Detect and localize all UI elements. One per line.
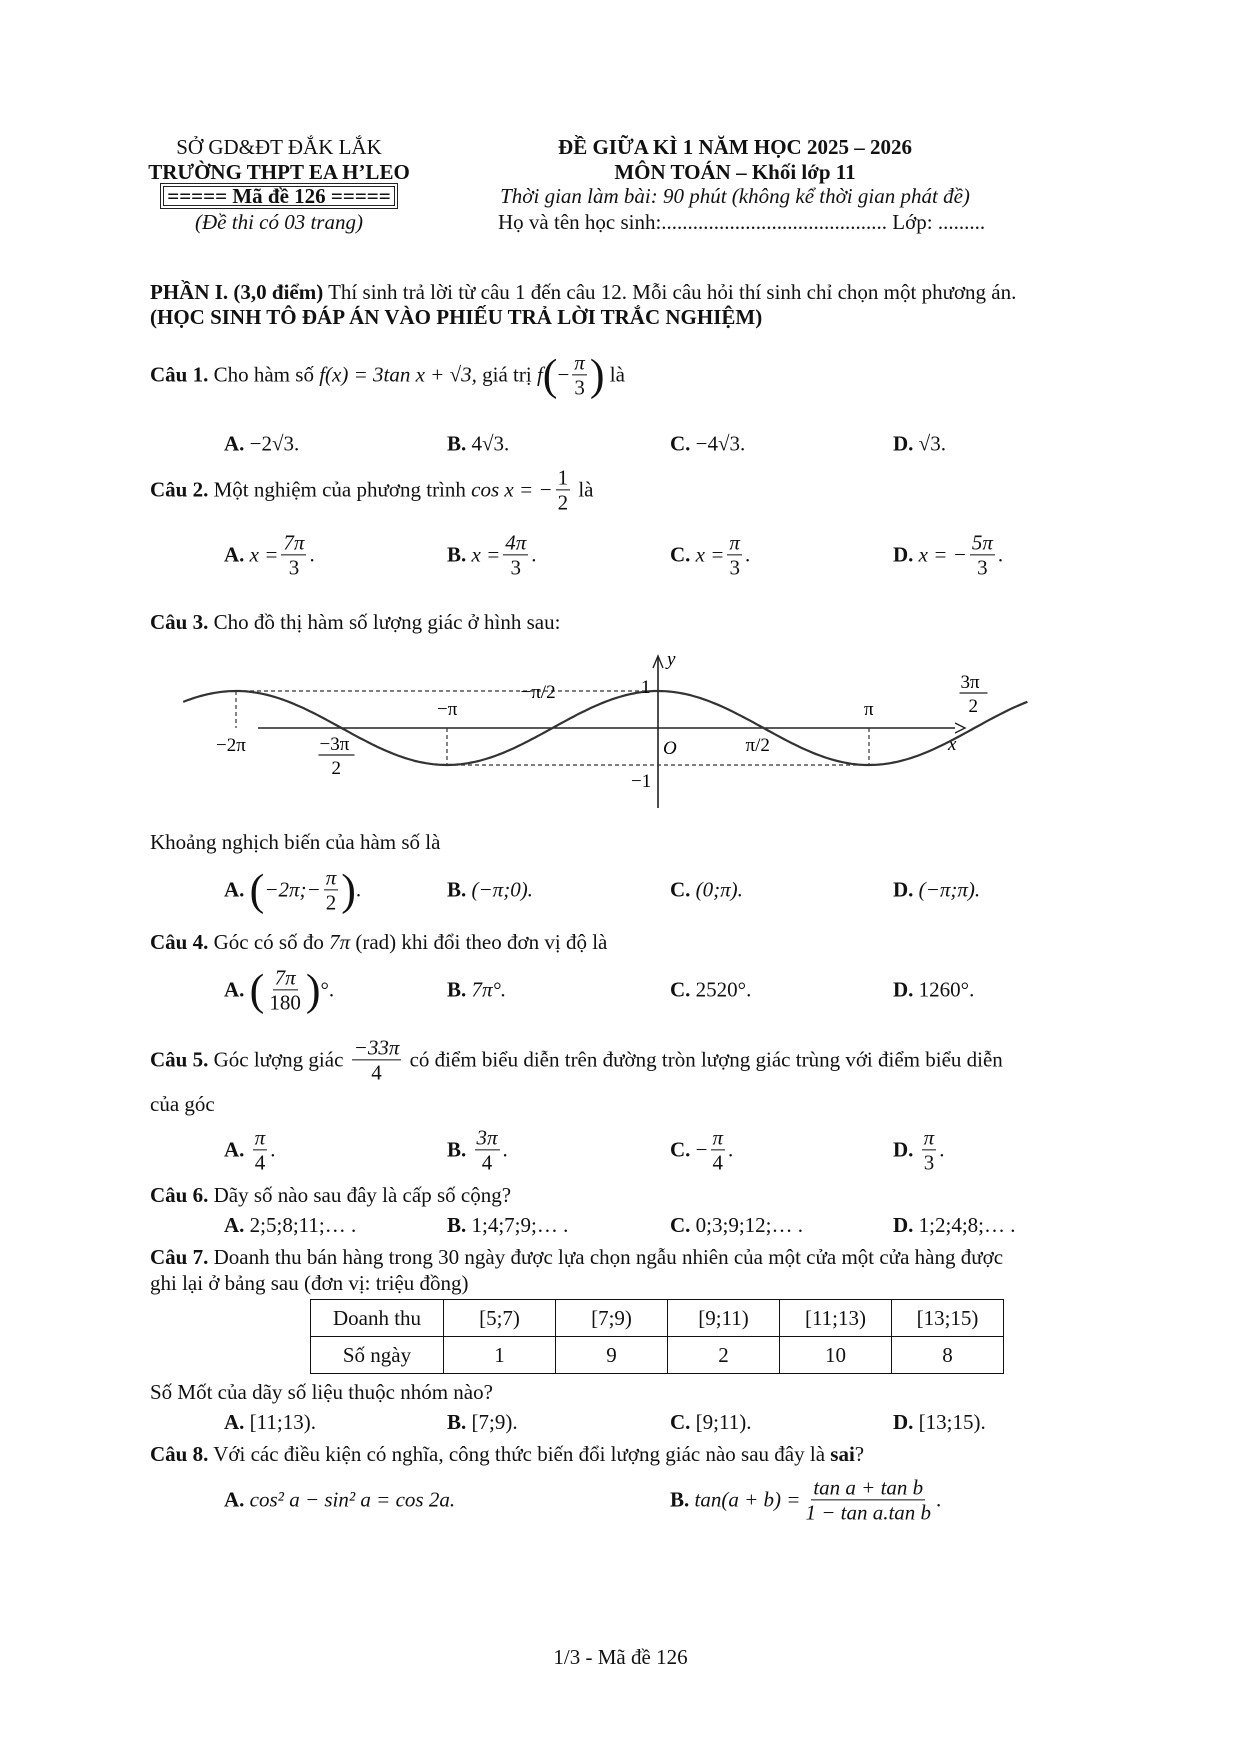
option-text: 0;3;9;12;… . bbox=[695, 1213, 804, 1237]
option-label: A. bbox=[224, 542, 245, 567]
option-b[interactable] bbox=[447, 1410, 518, 1435]
question-7-prompt: Số Mốt của dãy số liệu thuộc nhóm nào? bbox=[150, 1380, 493, 1404]
frac-den: 3 bbox=[288, 555, 300, 580]
question-label: Câu 1. bbox=[150, 362, 209, 387]
math-expression: tan(a + b) = bbox=[694, 1487, 801, 1512]
frac-den: 3 bbox=[977, 555, 988, 580]
option-d[interactable] bbox=[893, 878, 980, 903]
frac-num: π bbox=[254, 1125, 266, 1150]
table-cell: 8 bbox=[892, 1337, 1004, 1374]
option-label: C. bbox=[670, 1213, 691, 1237]
option-text: 2;5;8;11;… . bbox=[249, 1213, 357, 1237]
option-text: [11;13). bbox=[249, 1410, 316, 1434]
x-axis-label: x bbox=[948, 734, 957, 755]
option-c[interactable]: C. − $\frac{\pi}{4}$ . bbox=[670, 1125, 734, 1175]
option-text: [7;9). bbox=[471, 1410, 518, 1434]
tick-label: −3π bbox=[319, 734, 350, 755]
question-text: Dãy số nào sau đây là cấp số cộng? bbox=[213, 1183, 512, 1207]
origin-label: O bbox=[663, 738, 677, 759]
option-label: B. bbox=[447, 1410, 467, 1434]
option-label: D. bbox=[893, 877, 914, 902]
paren-right: ) bbox=[341, 865, 356, 914]
option-text: [13;15). bbox=[918, 1410, 986, 1434]
option-label: B. bbox=[447, 877, 467, 902]
exam-code-box: ===== Mã đề 126 ===== bbox=[160, 183, 397, 209]
question-label: Câu 3. bbox=[150, 610, 209, 634]
fraction bbox=[253, 1125, 268, 1174]
question-text: giá trị bbox=[482, 362, 532, 387]
option-label: A. bbox=[224, 1137, 245, 1162]
pages-note: (Đề thi có 03 trang) bbox=[195, 210, 363, 234]
question-text: Cho hàm số bbox=[213, 362, 314, 387]
trig-graph bbox=[0, 0, 1241, 820]
table-cell: 10 bbox=[780, 1337, 892, 1374]
table-cell: 1 bbox=[444, 1337, 556, 1374]
frac-den: 1 − tan a.tan b bbox=[805, 1500, 932, 1525]
option-c[interactable] bbox=[670, 1410, 751, 1435]
option-label: B. bbox=[447, 431, 467, 456]
paren-right: ) bbox=[305, 965, 321, 1014]
table-cell: [11;13) bbox=[780, 1300, 892, 1337]
option-label: A. bbox=[224, 431, 245, 456]
math-expression: −2π;− bbox=[264, 877, 321, 902]
frac-den: 4 bbox=[254, 1150, 266, 1175]
frac-num: 4π bbox=[505, 530, 527, 555]
frac-den: 3 bbox=[729, 555, 740, 580]
question-emphasis: sai bbox=[830, 1442, 855, 1466]
fraction bbox=[267, 965, 303, 1014]
option-c[interactable]: C. x = $\frac{\pi}{3}$ . bbox=[670, 530, 751, 580]
question-text: là bbox=[609, 362, 625, 387]
question-text: Doanh thu bán hàng trong 30 ngày được lựa chọn ngẫu nhiên của một cửa một cửa hàng được bbox=[213, 1245, 1004, 1269]
option-text: cos² a − sin² a = cos 2a. bbox=[249, 1487, 456, 1512]
option-b[interactable] bbox=[447, 878, 533, 903]
tick-label: π/2 bbox=[745, 735, 770, 756]
frac-num: −33π bbox=[353, 1035, 400, 1060]
frac-den: 4 bbox=[371, 1060, 382, 1085]
frac-num: 1 bbox=[557, 465, 569, 490]
x-axis-arrow bbox=[955, 723, 965, 733]
option-label: D. bbox=[893, 1410, 914, 1434]
option-text: (−π;π). bbox=[918, 877, 981, 902]
option-label: D. bbox=[893, 1213, 914, 1237]
frac-den: 180 bbox=[269, 990, 301, 1015]
option-a[interactable] bbox=[224, 1410, 316, 1435]
table-cell: 9 bbox=[556, 1337, 668, 1374]
option-label: B. bbox=[447, 977, 467, 1002]
option-a[interactable]: A. x = $\frac{7\pi}{3}$ . bbox=[224, 530, 315, 580]
option-text: [9;11). bbox=[695, 1410, 752, 1434]
part1-note: (HỌC SINH TÔ ĐÁP ÁN VÀO PHIẾU TRẢ LỜI TRẮC NGHIỆM) bbox=[150, 305, 763, 329]
option-label: D. bbox=[893, 977, 914, 1002]
question-6 bbox=[150, 1183, 511, 1208]
fraction bbox=[324, 865, 339, 914]
frac-num: π bbox=[574, 350, 585, 375]
school-name: TRƯỜNG THPT EA H’LEO bbox=[148, 160, 410, 184]
fraction bbox=[475, 1125, 500, 1174]
option-text: 2520°. bbox=[695, 977, 752, 1002]
table-cell: [9;11) bbox=[668, 1300, 780, 1337]
option-c[interactable] bbox=[670, 1213, 803, 1238]
table-cell: [13;15) bbox=[892, 1300, 1004, 1337]
question-8 bbox=[150, 1442, 864, 1467]
fraction bbox=[352, 1035, 402, 1084]
question-text: có điểm biểu diễn trên đường tròn lượng giác trùng với điểm biểu diễn bbox=[409, 1047, 1003, 1072]
tick-label: π bbox=[864, 699, 874, 720]
option-d[interactable]: D. $\frac{\pi}{3}$ . bbox=[893, 1125, 945, 1175]
table-cell: 2 bbox=[668, 1337, 780, 1374]
frac-den: 2 bbox=[557, 490, 569, 515]
option-text: (−π;0). bbox=[471, 877, 533, 902]
option-text: −4√3. bbox=[695, 431, 746, 456]
option-a[interactable]: A. ( −2π;− $\frac{\pi}{2}$ ) . bbox=[224, 865, 362, 915]
revenue-table bbox=[310, 1299, 1004, 1374]
option-label: C. bbox=[670, 877, 691, 902]
frac-num: π bbox=[729, 530, 740, 555]
question-5 bbox=[150, 1035, 1003, 1084]
paren-right: ) bbox=[589, 350, 605, 399]
question-text: Góc lượng giác bbox=[213, 1047, 344, 1072]
option-d[interactable] bbox=[893, 1213, 1016, 1238]
frac-num: π bbox=[325, 865, 337, 890]
option-label: A. bbox=[224, 1487, 245, 1512]
y-axis-label: y bbox=[667, 649, 676, 670]
question-text: Một nghiệm của phương trình bbox=[213, 477, 466, 502]
question-7 bbox=[150, 1245, 1003, 1270]
table-cell: Doanh thu bbox=[311, 1300, 444, 1337]
question-text: ? bbox=[854, 1442, 865, 1466]
math-expression: cos x = − bbox=[471, 477, 553, 502]
option-text: 1;4;7;9;… . bbox=[471, 1213, 569, 1237]
question-text: là bbox=[578, 477, 594, 502]
option-a[interactable] bbox=[224, 1213, 356, 1238]
tick-label: −π bbox=[437, 699, 458, 720]
option-b[interactable] bbox=[447, 1213, 568, 1238]
option-label: A. bbox=[224, 1213, 245, 1237]
option-b[interactable]: B. x = $\frac{4\pi}{3}$ . bbox=[447, 530, 537, 580]
option-d[interactable] bbox=[893, 978, 974, 1003]
question-5-cont: của góc bbox=[150, 1092, 215, 1116]
option-label: C. bbox=[670, 542, 691, 567]
option-b[interactable]: B. tan(a + b) = $\frac{\text{tan a + tan b}}{\text{1 − tan a.tan b}}$ . bbox=[670, 1475, 942, 1525]
option-b[interactable] bbox=[447, 978, 506, 1003]
table-cell: [5;7) bbox=[444, 1300, 556, 1337]
option-text: 1260°. bbox=[918, 977, 975, 1002]
paren-left: ( bbox=[542, 350, 558, 399]
table-row bbox=[311, 1300, 1004, 1337]
fraction bbox=[711, 1125, 726, 1174]
frac-den: 3 bbox=[923, 1150, 935, 1175]
part1-instruction: Thí sinh trả lời từ câu 1 đến câu 12. Mỗi câu hỏi thí sinh chỉ chọn một phương án. bbox=[323, 280, 1017, 304]
fraction bbox=[803, 1475, 933, 1524]
question-7-cont: ghi lại ở bảng sau (đơn vị: triệu đồng) bbox=[150, 1271, 469, 1295]
frac-den: 3 bbox=[574, 375, 585, 400]
option-label: C. bbox=[670, 1137, 691, 1162]
option-a[interactable]: A. ( $\frac{7\pi}{180}$ ) °. bbox=[224, 965, 335, 1015]
option-label: A. bbox=[224, 1410, 245, 1434]
option-d[interactable]: D. x = − $\frac{5\pi}{3}$ . bbox=[893, 530, 1004, 580]
frac-num: π bbox=[712, 1125, 724, 1150]
question-text: (rad) khi đổi theo đơn vị độ là bbox=[355, 930, 608, 954]
math-expression: f(x) = 3tan x + √3, bbox=[319, 362, 477, 387]
paren-left: ( bbox=[249, 865, 265, 914]
option-text: 1;2;4;8;… . bbox=[918, 1213, 1016, 1237]
table-cell: [7;9) bbox=[556, 1300, 668, 1337]
math-var: x = bbox=[695, 542, 725, 567]
frac-num: tan a + tan b bbox=[813, 1475, 924, 1500]
tick-label: 1 bbox=[641, 677, 651, 698]
option-label: D. bbox=[893, 542, 914, 567]
option-label: D. bbox=[893, 1137, 914, 1162]
option-label: B. bbox=[447, 1137, 467, 1162]
option-b[interactable]: B. $\frac{3\pi}{4}$ . bbox=[447, 1125, 508, 1175]
option-d[interactable] bbox=[893, 1410, 986, 1435]
frac-num: 7π bbox=[274, 965, 296, 990]
table-row bbox=[311, 1337, 1004, 1374]
math-var: x = − bbox=[918, 542, 967, 567]
frac-den: 4 bbox=[712, 1150, 724, 1175]
option-a[interactable] bbox=[224, 1488, 455, 1513]
option-label: B. bbox=[670, 1487, 690, 1512]
question-text: Cho đồ thị hàm số lượng giác ở hình sau: bbox=[213, 610, 561, 634]
question-label: Câu 6. bbox=[150, 1183, 209, 1207]
question-1: Câu 1. Cho hàm số f(x) = 3tan x + √3, giá trị f ( − $\frac{\pi}{3}$ ) là bbox=[150, 350, 625, 400]
fraction bbox=[922, 1125, 937, 1174]
question-label: Câu 4. bbox=[150, 930, 209, 954]
math-var: x = bbox=[249, 542, 279, 567]
frac-den: 3 bbox=[510, 555, 522, 580]
question-3-prompt: Khoảng nghịch biến của hàm số là bbox=[150, 830, 441, 854]
part1-title: PHẦN I. (3,0 điểm) bbox=[150, 280, 324, 304]
option-text: √3. bbox=[918, 431, 946, 456]
math-var: x = bbox=[471, 542, 501, 567]
question-label: Câu 8. bbox=[150, 1442, 209, 1466]
tick-label: 2 bbox=[968, 696, 978, 717]
question-label: Câu 7. bbox=[150, 1245, 209, 1269]
paren-left: ( bbox=[249, 965, 265, 1014]
tick-label: 2 bbox=[331, 758, 341, 779]
frac-num: 3π bbox=[476, 1125, 498, 1150]
exam-title: ĐỀ GIỮA KÌ 1 NĂM HỌC 2025 – 2026 bbox=[558, 135, 912, 159]
option-label: A. bbox=[224, 977, 245, 1002]
question-label: Câu 5. bbox=[150, 1047, 209, 1072]
option-c[interactable] bbox=[670, 878, 743, 903]
tick-label: 3π bbox=[960, 672, 980, 693]
option-label: C. bbox=[670, 1410, 691, 1434]
option-label: B. bbox=[447, 1213, 467, 1237]
option-text: 4√3. bbox=[471, 431, 510, 456]
frac-num: π bbox=[923, 1125, 935, 1150]
time-note: Thời gian làm bài: 90 phút (không kể thời gian phát đề) bbox=[500, 184, 970, 208]
option-a[interactable]: A. $\frac{\pi}{4}$ . bbox=[224, 1125, 276, 1175]
dept-name: SỞ GD&ĐT ĐẮK LẮK bbox=[176, 135, 382, 159]
option-text: −2√3. bbox=[249, 431, 300, 456]
frac-num: 5π bbox=[971, 530, 993, 555]
option-text: 7π°. bbox=[471, 977, 507, 1002]
option-label: B. bbox=[447, 542, 467, 567]
tick-label: −π/2 bbox=[520, 682, 556, 703]
question-text: Góc có số đo bbox=[213, 930, 324, 954]
option-label: C. bbox=[670, 431, 691, 456]
math-expression: 7π bbox=[329, 930, 351, 954]
tick-label: −2π bbox=[216, 735, 246, 756]
question-text: Với các điều kiện có nghĩa, công thức biến đổi lượng giác nào sau đây là bbox=[213, 1442, 826, 1466]
frac-den: 4 bbox=[481, 1150, 493, 1175]
page-footer: 1/3 - Mã đề 126 bbox=[553, 1645, 688, 1669]
table-cell: Số ngày bbox=[311, 1337, 444, 1374]
option-label: C. bbox=[670, 977, 691, 1002]
tick-label: −1 bbox=[631, 771, 652, 792]
question-4 bbox=[150, 930, 607, 955]
option-text: (0;π). bbox=[695, 877, 743, 902]
math-f: f bbox=[536, 362, 543, 387]
frac-den: 2 bbox=[325, 890, 337, 915]
frac-num: 7π bbox=[283, 530, 305, 555]
option-c[interactable] bbox=[670, 978, 751, 1003]
option-label: D. bbox=[893, 431, 914, 456]
subject-line: MÔN TOÁN – Khối lớp 11 bbox=[614, 160, 856, 184]
question-label: Câu 2. bbox=[150, 477, 209, 502]
option-label: A. bbox=[224, 877, 245, 902]
student-info-line: Họ và tên học sinh:........................................... Lớp: ......... bbox=[498, 210, 986, 234]
